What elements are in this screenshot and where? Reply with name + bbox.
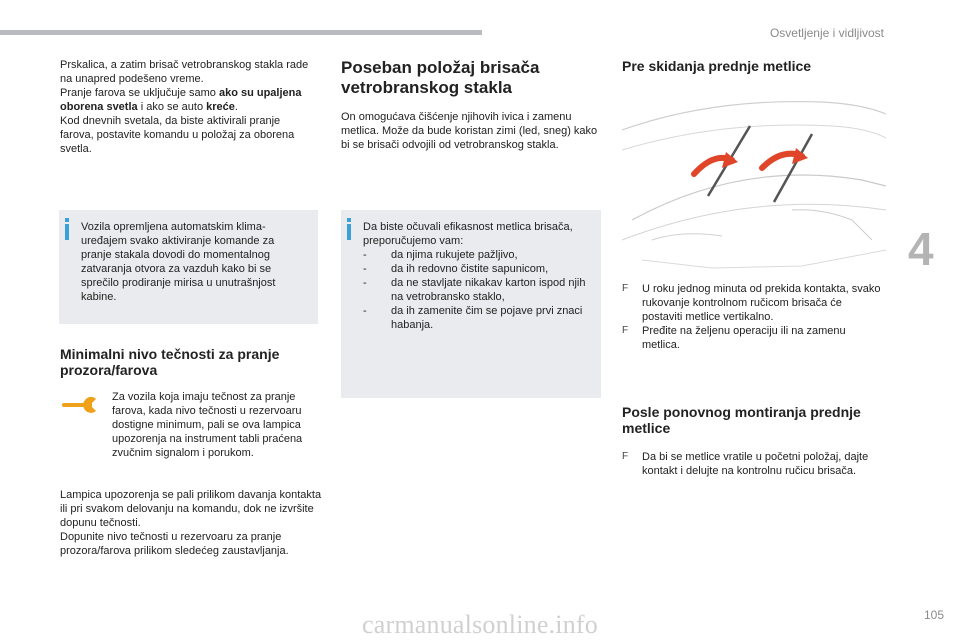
header-bar [0,30,482,35]
chapter-number: 4 [908,223,934,275]
warning-lamp-text: Za vozila koja imaju tečnost za pranje farova, kada nivo tečnosti u rezervoaru dostigne minimum, pali se ova lampica upozorenja na instrument tabli praćena zvučnim signalom i porukom. [112,391,303,459]
intro-text-2: Pranje farova se uključuje samo [60,87,219,99]
info-box-climate [59,210,318,324]
intro-text-5: Kod dnevnih svetala, da biste aktivirali pranje farova, postavite komandu u položaj za oborena svetla. [60,115,295,155]
info-text-climate: Vozila opremljena automatskim klima-uređajem svako aktiviranje komande za pranje stakala dovodi do momentalnog zatvaranja otvora za vazduh kako bi se sprečilo prodiranje mirisa u unutrašnjost kabine. [81,221,276,303]
list-item-text: U roku jednog minuta od prekida kontakta, svako rukovanje kontrolnom ručicom brisača će postaviti metlice vertikalno. [642,283,881,323]
special-position-text: On omogućava čišćenje njihovih ivica i zamenu metlica. Može da bude koristan zimi (led, sneg) kako bi se brisači odvojili od vetrobranskog stakla. [341,111,598,151]
list-item: - da ih redovno čistite sapunicom, [363,262,589,276]
list-item-text: Pređite na željenu operaciju ili na zamenu metlica. [642,325,846,351]
wrench-warning-icon [62,395,100,415]
info-icon [65,224,69,240]
heading-fluid-level: Minimalni nivo tečnosti za pranje prozora/farova [60,346,280,378]
lamp-text-1: Lampica upozorenja se pali prilikom davanja kontakta ili pri svakom delovanju na komandu, dok ne izvršite dopunu tečnosti. [60,489,322,529]
list-item: - da njima rukujete pažljivo, [363,248,589,262]
list-item: - da ih zamenite čim se pojave prvi znaci habanja. [363,304,589,332]
list-item [622,324,884,352]
blades-care-list [363,248,589,332]
list-item-text: Da bi se metlice vratile u početni položaj, dajte kontakt i delujte na kontrolnu ručicu brisača. [642,451,869,477]
info-icon [347,224,351,240]
heading-after-remount: Posle ponovnog montiranja prednje metlice [622,404,861,436]
lamp-paragraph [60,488,322,558]
lamp-text-2: Dopunite nivo tečnosti u rezervoaru za pranje prozora/farova prilikom sledećeg zaustavljanja. [60,531,289,557]
heading-before-removal: Pre skidanja prednje metlice [622,58,812,74]
intro-bold-2: kreće [206,101,235,113]
bullet-marker-icon: F [622,451,629,462]
bullet-marker-icon: F [622,325,629,336]
after-remount-list [622,450,884,478]
intro-text-4: . [234,101,238,113]
footer-watermark: carmanualsonline.info [362,610,598,639]
intro-text-1: Prskalica, a zatim brisač vetrobranskog stakla rade na unapred podešeno vreme. [60,59,309,85]
blades-info-intro: Da biste očuvali efikasnost metlica brisača, preporučujemo vam: [363,221,573,247]
intro-text-3: i ako se auto [137,101,207,113]
intro-bold-1: ako su upaljena oborena svetla [60,87,302,113]
list-item: - da ne stavljate nikakav karton ispod njih na vetrobransko staklo, [363,276,589,304]
info-box-blades [341,210,601,398]
list-item [622,282,884,324]
section-title: Osvetljenje i vidljivost [769,26,884,40]
bullet-marker-icon: F [622,283,629,294]
list-item [622,450,884,478]
before-removal-list [622,282,884,352]
page-number: 105 [923,608,944,622]
blades-info [363,220,589,332]
intro-paragraph [60,58,316,156]
windshield-wiper-illustration [622,90,886,272]
heading-special-position: Poseban položaj brisača vetrobranskog stakla [341,58,540,97]
